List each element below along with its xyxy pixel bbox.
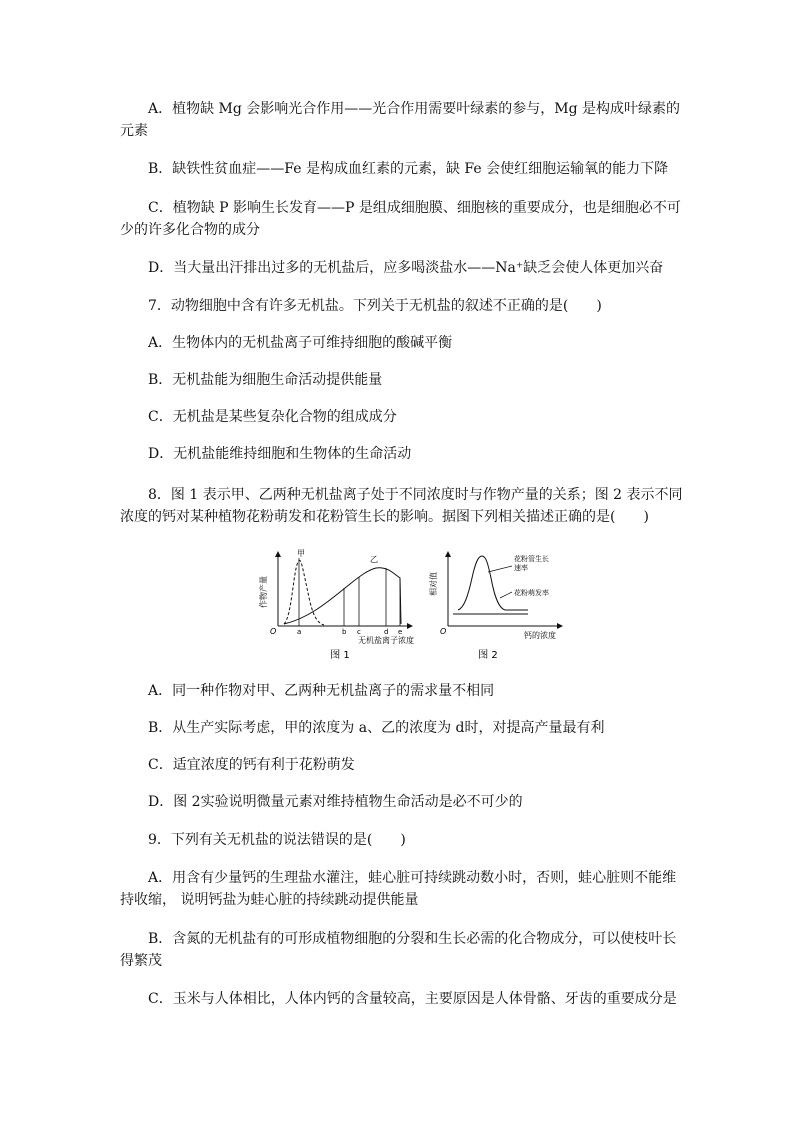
- q7-option-d: D．无机盐能维持细胞和生物体的生命活动: [148, 446, 412, 462]
- q6-option-d: D．当大量出汗排出过多的无机盐后，应多喝淡盐水——Na⁺缺乏会使人体更加兴奋: [148, 260, 664, 276]
- fig2-x-label: 钙的浓度: [524, 631, 556, 640]
- q9-option-b-line1: B．含氮的无机盐有的可形成植物细胞的分裂和生长必需的化合物成分，可以使枝叶长: [148, 931, 677, 947]
- figure-2: [428, 552, 562, 661]
- q7-option-b: B．无机盐能为细胞生命活动提供能量: [148, 372, 383, 388]
- fig1-label-yi: 乙: [370, 555, 378, 564]
- fig1-curve-yi: [284, 568, 401, 624]
- q9-stem: 9．下列有关无机盐的说法错误的是( ): [148, 832, 406, 848]
- fig1-label-jia: 甲: [297, 549, 305, 558]
- q8-option-d: D．图 2实验说明微量元素对维持植物生命活动是必不可少的: [148, 794, 523, 810]
- q8-option-c: C．适宜浓度的钙有利于花粉萌发: [148, 757, 355, 773]
- q8-stem-line2: 浓度的钙对某种植物花粉萌发和花粉管生长的影响。据图下列相关描述正确的是( ): [120, 509, 649, 525]
- q6-option-a-line2: 元素: [120, 123, 148, 139]
- fig1-y-label: 作物产量: [259, 576, 268, 608]
- fig1-tick-a: a: [297, 628, 302, 636]
- fig1-tick-e: e: [398, 628, 403, 636]
- q9-option-a-line2: 持收缩， 说明钙盐为蛙心脏的持续跳动提供能量: [120, 892, 419, 908]
- q6-option-b: B．缺铁性贫血症——Fe 是构成血红素的元素，缺 Fe 会使红细胞运输氧的能力下降: [148, 161, 669, 177]
- q7-option-a: A．生物体内的无机盐离子可维持细胞的酸碱平衡: [148, 335, 453, 351]
- fig1-tick-c: c: [357, 628, 361, 636]
- fig1-origin: O: [270, 627, 277, 636]
- fig1-x-label: 无机盐离子浓度: [358, 636, 414, 645]
- fig2-label-tube-1: 花粉管生长: [514, 555, 549, 563]
- fig2-origin: O: [440, 627, 447, 636]
- q7-option-c: C．无机盐是某些复杂化合物的组成成分: [148, 409, 397, 425]
- fig2-caption: 图 2: [478, 650, 498, 661]
- q8-option-a: A．同一种作物对甲、乙两种无机盐离子的需求量不相同: [148, 683, 495, 699]
- q8-stem-line1: 8．图 1 表示甲、乙两种无机盐离子处于不同浓度时与作物产量的关系；图 2 表示不同: [148, 487, 683, 503]
- figure-1: [258, 549, 414, 661]
- q6-option-a-line1: A．植物缺 Mg 会影响光合作用——光合作用需要叶绿素的参与，Mg 是构成叶绿素的: [148, 101, 681, 117]
- q9-option-b-line2: 得繁茂: [120, 953, 162, 969]
- q6-option-c-line2: 少的许多化合物的成分: [120, 222, 260, 238]
- q9-option-c-line1: C．玉米与人体相比，人体内钙的含量较高，主要原因是人体骨骼、牙齿的重要成分是: [148, 991, 677, 1007]
- fig1-caption: 图 1: [330, 650, 350, 661]
- fig1-tick-b: b: [342, 628, 347, 636]
- fig1-curve-jia: [284, 561, 324, 626]
- q6-option-c-line1: C．植物缺 P 影响生长发育——P 是组成细胞膜、细胞核的重要成分，也是细胞必不可: [148, 200, 681, 216]
- fig2-y-label: 相对值: [429, 572, 438, 596]
- fig2-leader-tube: [488, 566, 512, 572]
- q8-figure: [260, 548, 570, 668]
- fig2-leader-germ: [500, 592, 512, 598]
- fig2-label-tube-2: 速率: [514, 564, 528, 572]
- q9-option-a-line1: A．用含有少量钙的生理盐水灌注，蛙心脏可持续跳动数小时，否则，蛙心脏则不能维: [148, 870, 677, 886]
- q7-stem: 7．动物细胞中含有许多无机盐。下列关于无机盐的叙述不正确的是( ): [148, 298, 602, 314]
- q8-option-b: B．从生产实际考虑，甲的浓度为 a、乙的浓度为 d时，对提高产量最有利: [148, 720, 605, 736]
- fig2-label-germination: 花粉萌发率: [514, 589, 549, 597]
- fig1-tick-d: d: [384, 628, 389, 636]
